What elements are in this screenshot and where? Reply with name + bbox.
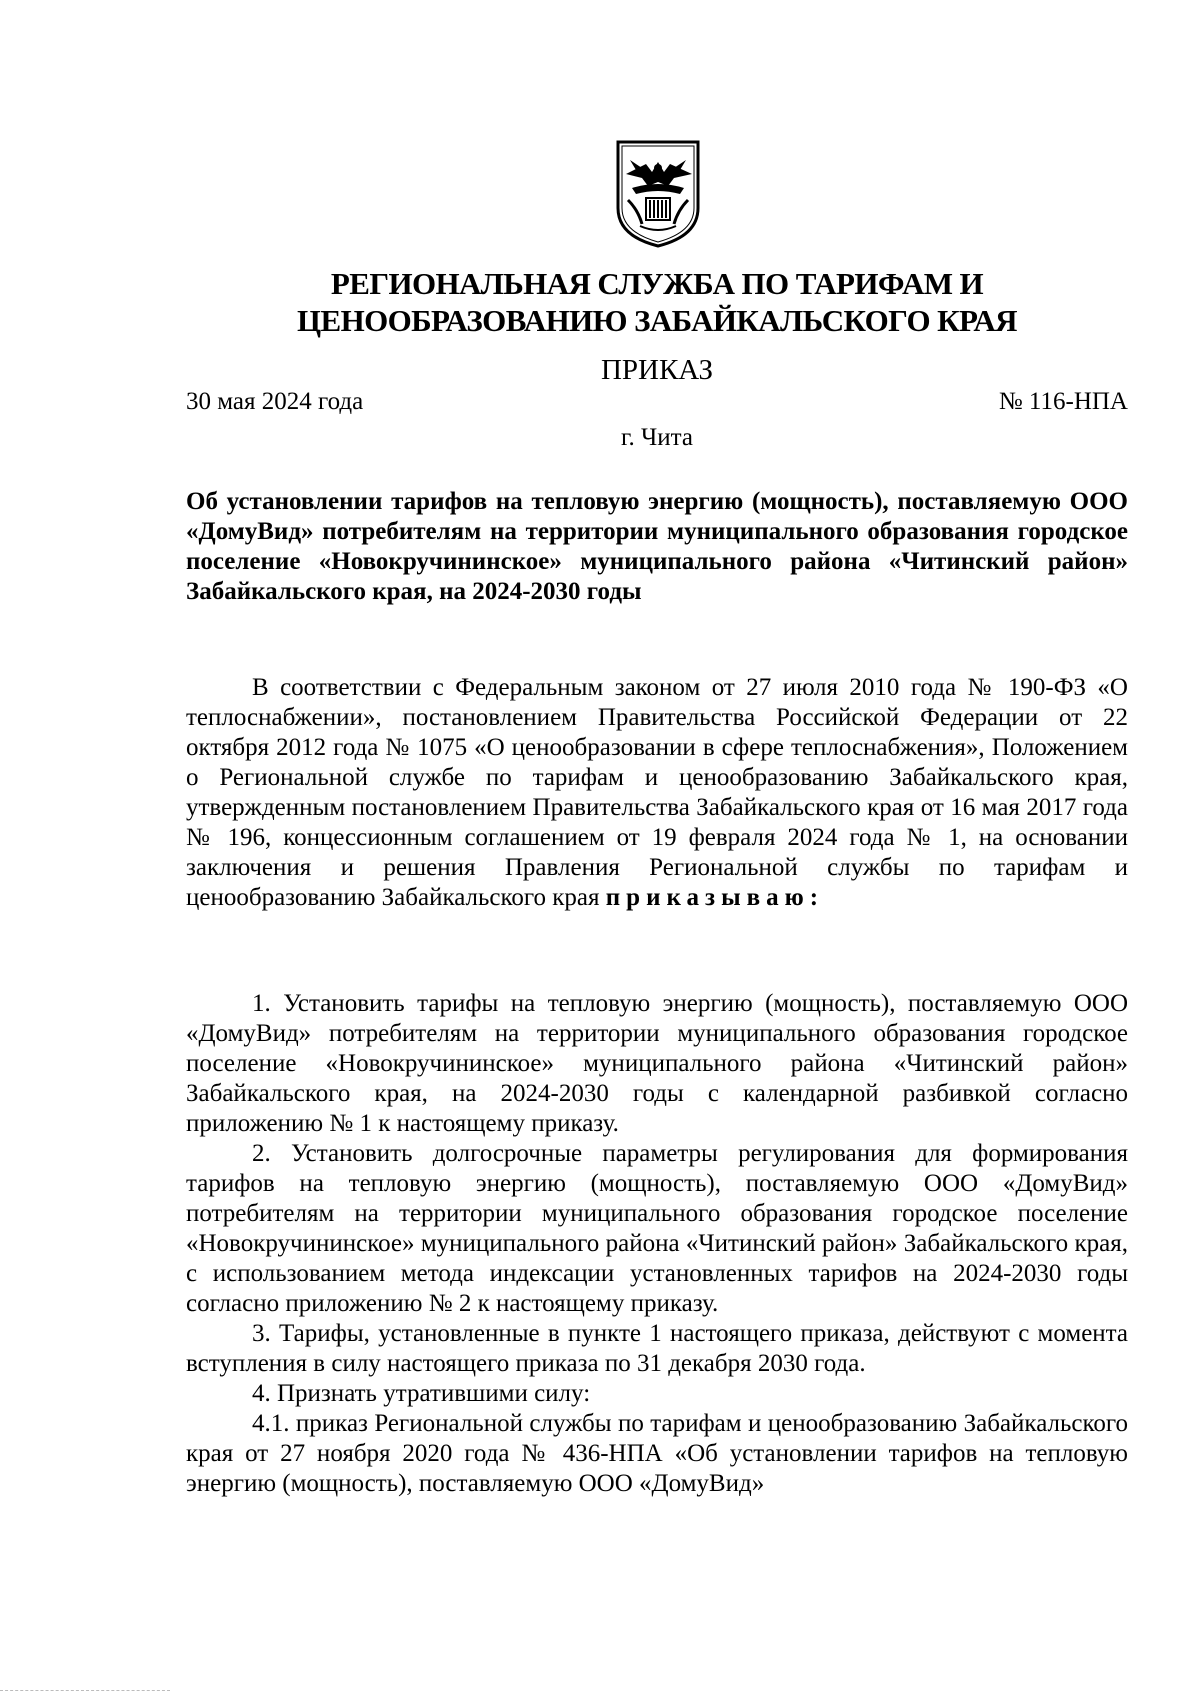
order-number: № 116-НПА <box>998 388 1128 415</box>
preamble-text: В соответствии с Федеральным законом от 27 июля 2010 года № 190-ФЗ «О теплоснабжении», постановлением Правительства Российской Федерации от 22 октября 2012 года № 1075 «О ценообразовании в сфере теплоснабжения», Положением о Региональной службе по тарифам и ценообразованию Забайкальского края, утвержденным постановлением Правительства Забайкальского края от 16 мая 2017 года № 196, концессионным соглашением от 19 февраля 2024 года № 1, на основании заключения и решения Правления Региональной службы по тарифам и ценообразованию Забайкальского края <box>186 674 1128 911</box>
order-city: г. Чита <box>621 424 693 451</box>
order-verb: приказываю: <box>605 884 825 911</box>
order-item: 1. Установить тарифы на тепловую энергию (мощность), поставляемую ООО «ДомуВид» потребителям на территории муниципального образования городское поселение «Новокручининское» муниципального района «Читинский район» Забайкальского края, на 2024-2030 годы с календарной разбивкой согласно приложению № 1 к настоящему приказу. <box>186 990 1128 1137</box>
order-item: 4. Признать утратившими силу: <box>252 1380 591 1407</box>
document-type: ПРИКАЗ <box>600 354 714 386</box>
order-subject: Об установлении тарифов на тепловую энергию (мощность), поставляемую ООО «ДомуВид» потребителям на территории муниципального образования городское поселение «Новокручининское» муниципального района «Читинский район» Забайкальского края, на 2024-2030 годы <box>186 488 1128 605</box>
scan-footer-mark <box>0 1688 170 1691</box>
order-item: 3. Тарифы, установленные в пункте 1 настоящего приказа, действуют с момента вступления в силу настоящего приказа по 31 декабря 2030 года. <box>186 1320 1128 1377</box>
organization-title <box>186 265 1128 339</box>
preamble <box>186 673 1128 913</box>
order-item: 2. Установить долгосрочные параметры регулирования для формирования тарифов на тепловую энергию (мощность), поставляемую ООО «ДомуВид» потребителям на территории муниципального образования городское поселение «Новокручининское» муниципального района «Читинский район» Забайкальского края, с использованием метода индексации установленных тарифов на 2024-2030 годы согласно приложению № 2 к настоящему приказу. <box>186 1140 1128 1317</box>
organization-title-line-2: ЦЕНООБРАЗОВАНИЮ ЗАБАЙКАЛЬСКОГО КРАЯ <box>297 303 1017 338</box>
organization-title-line-1: РЕГИОНАЛЬНАЯ СЛУЖБА ПО ТАРИФАМ И <box>330 266 984 301</box>
order-date: 30 мая 2024 года <box>186 388 364 415</box>
order-item: 4.1. приказ Региональной службы по тарифам и ценообразованию Забайкальского края от 27 ноября 2020 года № 436-НПА «Об установлении тарифов на тепловую энергию (мощность), поставляемую ООО «ДомуВид» <box>186 1410 1128 1497</box>
order-items <box>186 989 1128 1499</box>
coat-of-arms-emblem <box>612 138 704 250</box>
